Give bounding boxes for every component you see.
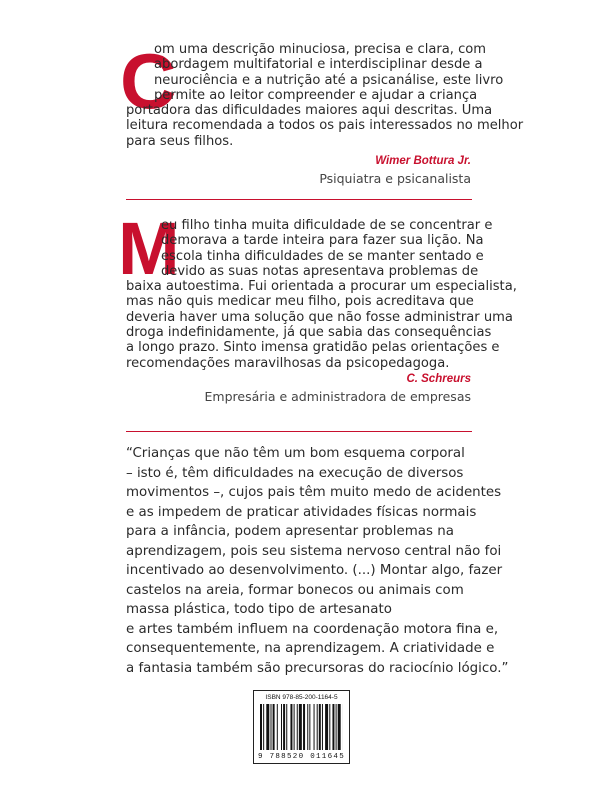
review-1-role: Psiquiatra e psicanalista	[319, 171, 471, 186]
text-line: castelos na areia, formar bonecos ou animais com	[126, 582, 464, 598]
review-1-author: Wimer Bottura Jr.	[375, 155, 471, 167]
divider-2	[126, 431, 472, 432]
isbn-barcode	[253, 690, 350, 764]
text-line: recomendações maravilhosas da psicopedagoga.	[126, 355, 450, 371]
barcode-bar	[271, 704, 272, 750]
barcode-bar	[299, 704, 302, 750]
barcode-bar	[286, 704, 287, 750]
text-line: a longo prazo. Sinto imensa gratidão pelas orientações e	[126, 340, 500, 356]
text-line: neurociência e a nutrição até a psicanálise, este livro	[154, 72, 504, 88]
text-line: demorava a tarde inteira para fazer sua lição. Na	[161, 233, 484, 249]
text-line: deveria haver uma solução que não fosse administrar uma	[126, 309, 513, 325]
isbn-label: ISBN 978-85-200-1164-5	[265, 694, 338, 701]
barcode-bar	[332, 704, 334, 750]
barcode-bar	[338, 704, 341, 750]
drop-cap-c: C	[120, 37, 177, 125]
text-line: “Crianças que não têm um bom esquema corporal	[126, 446, 465, 461]
barcode-bars	[260, 704, 343, 750]
divider-1	[126, 199, 472, 200]
text-line: a fantasia também são precursoras do raciocínio lógico.”	[126, 660, 509, 676]
text-line: massa plástica, todo tipo de artesanato	[126, 602, 392, 617]
text-line: devido as suas notas apresentava problemas de	[161, 263, 479, 279]
barcode-bar	[322, 704, 323, 750]
barcode-bar	[303, 704, 305, 750]
text-line: leitura recomendada a todos os pais interessados no melhor	[126, 118, 524, 134]
text-line: aprendizagem, pois seu sistema nervoso central não foi	[126, 543, 502, 559]
text-line: baixa autoestima. Fui orientada a procurar um especialista,	[126, 279, 517, 295]
text-line: eu filho tinha muita dificuldade de se concentrar e	[161, 218, 493, 233]
text-line: portadora das dificuldades maiores aqui descritas. Uma	[126, 103, 493, 119]
barcode-bar	[290, 704, 292, 750]
text-line: om uma descrição minuciosa, precisa e clara, com	[154, 42, 487, 57]
text-line: movimentos –, cujos pais têm muito medo de acidentes	[126, 485, 502, 500]
review-2-author: C. Schreurs	[406, 373, 471, 385]
barcode-bar	[319, 704, 321, 750]
review-2-role: Empresária e administradora de empresas	[204, 389, 471, 404]
barcode-bar	[277, 704, 278, 750]
text-line: droga indefinidamente, já que sabia das consequências	[126, 325, 492, 341]
text-line: e artes também influem na coordenação motora fina e,	[126, 621, 499, 637]
barcode-bar	[329, 704, 330, 750]
barcode-bar	[297, 704, 298, 750]
barcode-bar	[266, 704, 269, 750]
review-1-text	[126, 42, 524, 149]
barcode-bar	[336, 704, 337, 750]
text-line: escola tinha dificuldades de se manter sentado e	[161, 248, 484, 264]
barcode-bar	[325, 704, 328, 750]
text-line: e as impedem de praticar atividades físicas normais	[126, 504, 477, 520]
drop-cap-m: M	[118, 207, 180, 290]
barcode-bar	[309, 704, 310, 750]
text-line: consequentemente, na aprendizagem. A criatividade e	[126, 641, 495, 656]
barcode-bar	[260, 704, 262, 750]
text-line: para a infância, podem apresentar problemas na	[126, 524, 454, 539]
text-line: abordagem multifatorial e interdisciplinar desde a	[154, 57, 483, 73]
barcode-digits: 9 788520 011645	[257, 753, 345, 761]
barcode-bar	[281, 704, 282, 750]
text-line: incentivado ao desenvolvimento. (...) Montar algo, fazer	[126, 563, 503, 578]
review-2-text	[126, 218, 517, 371]
barcode-bar	[307, 704, 308, 750]
text-line: para seus filhos.	[126, 133, 234, 149]
barcode-bar	[263, 704, 264, 750]
barcode-bar	[273, 704, 275, 750]
barcode-bar	[294, 704, 295, 750]
text-line: mas não quis medicar meu filho, pois acreditava que	[126, 294, 474, 310]
text-line: permite ao leitor compreender e ajudar a criança	[154, 87, 478, 103]
book-quote	[126, 444, 509, 678]
barcode-bar	[317, 704, 318, 750]
barcode-bar	[314, 704, 315, 750]
barcode-bar	[283, 704, 285, 750]
text-line: – isto é, têm dificuldades na execução de diversos	[126, 465, 464, 481]
